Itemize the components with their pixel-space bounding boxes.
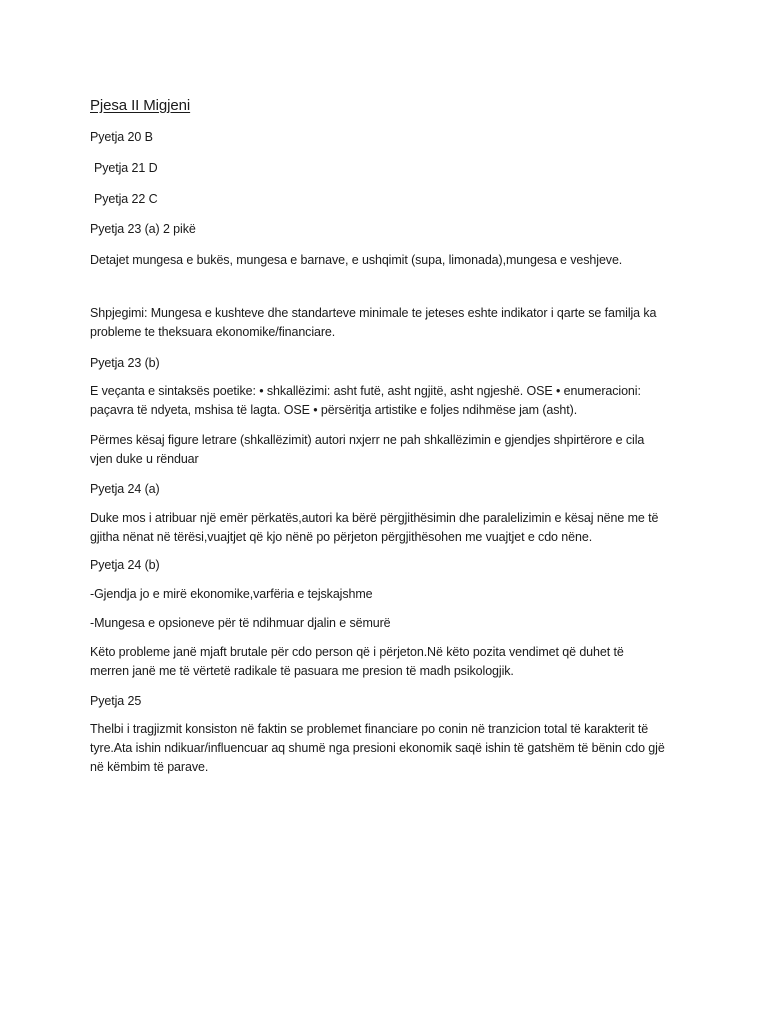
generalization-paragraph: Duke mos i atribuar një emër përkatës,autori ka bërë përgjithësimin dhe paralelizimin e kësaj nëne me të gjitha nënat në tërësi,vuajtjet që kjo nënë po përjeton përgjithësohen me vuajtjet e cdo nëne. [90,511,659,544]
tragedy-paragraph: Thelbi i tragjizmit konsiston në faktin se problemet financiare po conin në tranzicion total të karakterit të tyre.Ata ishin ndikuar/influencuar aq shumë nga presioni ekonomik saqë ishin të gatshëm të bënin cdo gjë në këmbim të parave. [90,722,665,774]
document-title: Pjesa II Migjeni [90,97,191,114]
answer-22: Pyetja 22 C [94,192,158,206]
list-item-economic: -Gjendja jo e mirë ekonomike,varfëria e tejskajshme [90,587,373,601]
problems-paragraph: Këto probleme janë mjaft brutale për cdo person që i përjeton.Në këto pozita vendimet që duhet të merren janë me të vërtetë radikale të pasuara me presion të madh psikologjik. [90,645,624,678]
details-paragraph: Detajet mungesa e bukës, mungesa e barnave, e ushqimit (supa, limonada),mungesa e veshjeve. [90,253,623,267]
answer-21: Pyetja 21 D [94,161,158,175]
answer-20: Pyetja 20 B [90,130,153,144]
question-24a-heading: Pyetja 24 (a) [90,482,160,496]
explanation-paragraph: Shpjegimi: Mungesa e kushteve dhe standarteve minimale te jeteses eshte indikator i qarte se familja ka probleme te theksuara ekonomike/financiare. [90,306,657,339]
list-item-options: -Mungesa e opsioneve për të ndihmuar djalin e sëmurë [90,616,391,630]
question-25-heading: Pyetja 25 [90,694,142,708]
question-23b-heading: Pyetja 23 (b) [90,356,160,370]
literary-figure-paragraph: Përmes kësaj figure letrare (shkallëzimit) autori nxjerr ne pah shkallëzimin e gjendjes shpirtërore e cila vjen duke u rënduar [90,433,645,466]
question-23a-heading: Pyetja 23 (a) 2 pikë [90,222,196,236]
poetic-syntax-paragraph: E veçanta e sintaksës poetike: • shkallëzimi: asht futë, asht ngjitë, asht ngjeshë. OSE • enumeracioni: paçavra të ndyeta, mshisa të lagta. OSE • përsëritja artistike e foljes ndihmëse jam (asht). [90,384,641,417]
question-24b-heading: Pyetja 24 (b) [90,558,160,572]
